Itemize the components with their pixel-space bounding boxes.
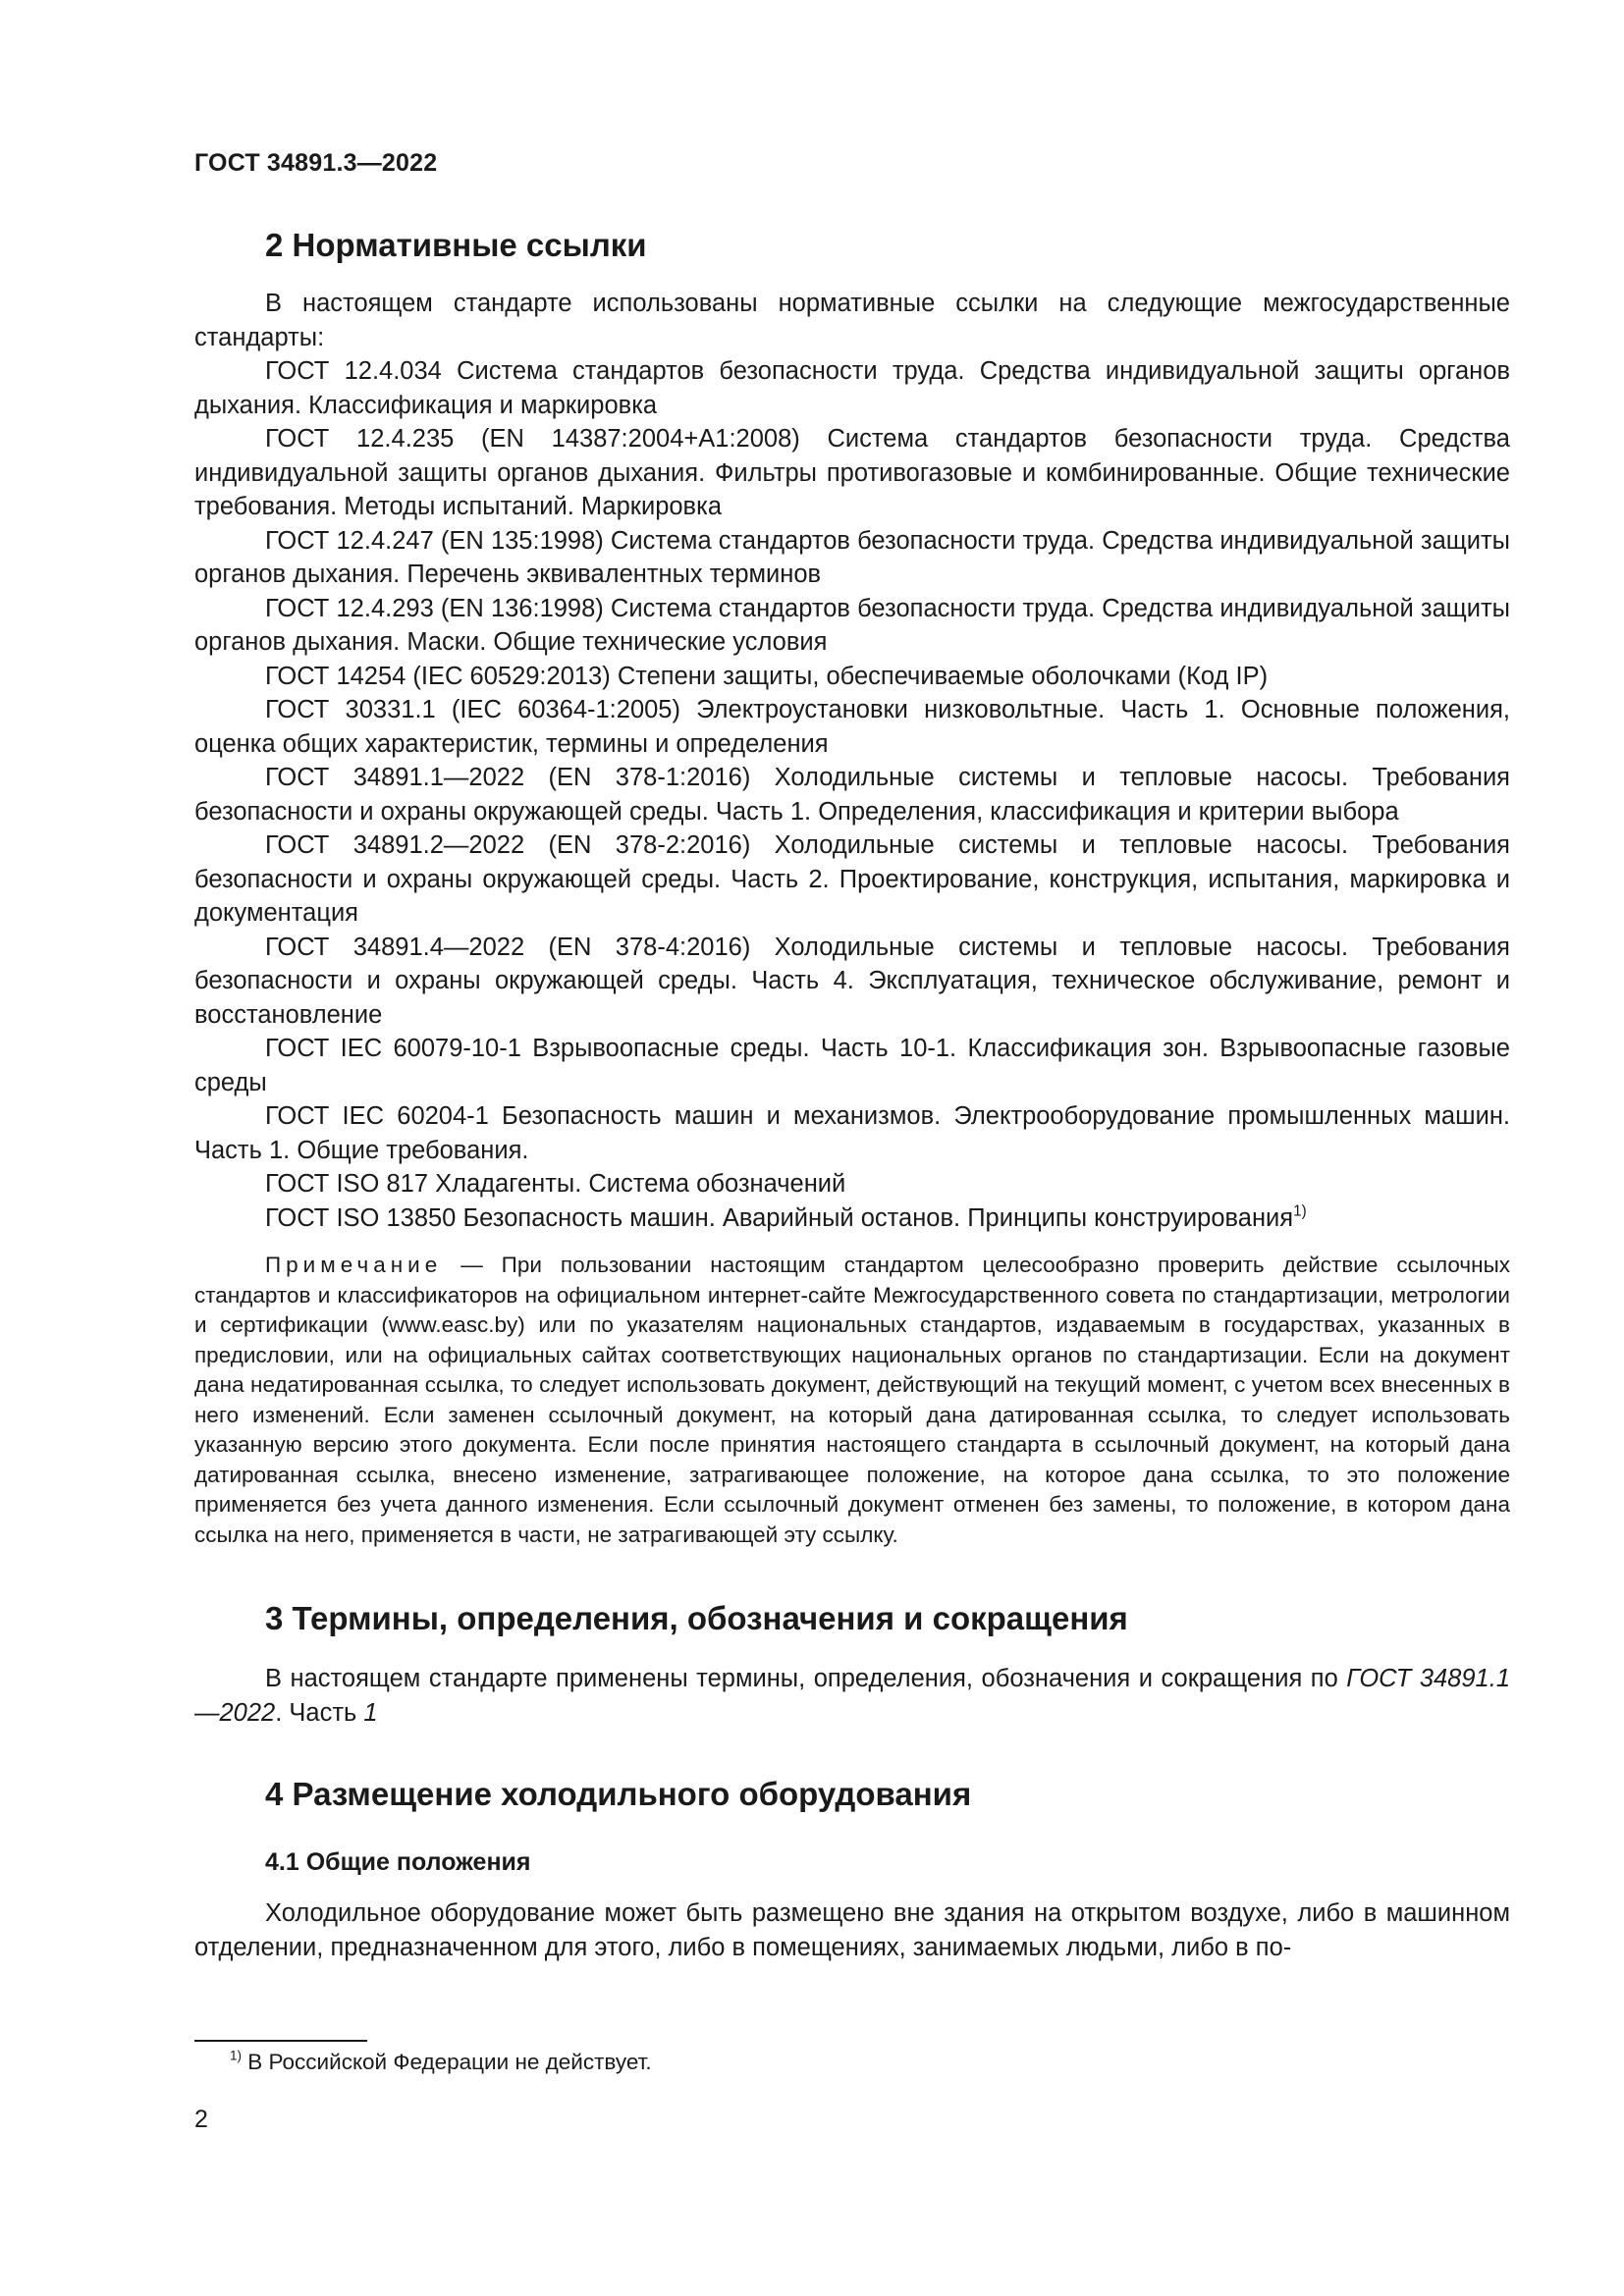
reference-item: ГОСТ IEC 60079-10-1 Взрывоопасные среды. Часть 10-1. Классификация зон. Взрывоопасные газовые среды — [194, 1035, 1510, 1096]
footnote-reference: 1) — [1293, 1201, 1307, 1219]
page-number: 2 — [194, 2106, 208, 2133]
reference-list — [194, 354, 1510, 1235]
part-number: 1 — [363, 1698, 378, 1727]
note-paragraph — [194, 1251, 1510, 1550]
section-2-intro: В настоящем стандарте использованы нормативные ссылки на следующие межгосударственные стандарты: — [194, 290, 1510, 351]
note-text: — При пользовании настоящим стандартом целесообразно проверить действие ссылочных стандартов и классификаторов на официальном интернет-сайте Межгосударственного совета по стандартизации, метрологии и сертификации (www.easc.by) или по указателям национальных стандартов, издаваемым в государствах, указанных в предисловии, или на официальных сайтах соответствующих национальных органов по стандартизации. Если на документ дана недатированная ссылка, то следует использовать документ, действующий на текущий момент, с учетом всех внесенных в него изменений. Если заменен ссылочный документ, на который дана датированная ссылка, то следует использовать указанную версию этого документа. Если после принятия настоящего стандарта в ссылочный документ, на который дана датированная ссылка, внесено изменение, затрагивающее положение, на которое дана ссылка, то это положение применяется без учета данного изменения. Если ссылочный документ отменен без замены, то положение, в котором дана ссылка на него, применяется в части, не затрагивающей эту ссылку. — [194, 1253, 1510, 1547]
footnote-text: В Российской Федерации не действует. — [242, 2050, 652, 2074]
reference-item: ГОСТ 30331.1 (IEC 60364-1:2005) Электроустановки низковольтные. Часть 1. Основные положения, оценка общих характеристик, термины и определения — [194, 696, 1510, 758]
reference-item: ГОСТ ISO 817 Хладагенты. Система обозначений — [265, 1170, 846, 1198]
reference-item-last — [194, 1201, 1510, 1236]
reference-item: ГОСТ 12.4.235 (EN 14387:2004+A1:2008) Система стандартов безопасности труда. Средства индивидуальной защиты органов дыхания. Фильтры противогазовые и комбинированные. Общие технические требования. Методы испытаний. Маркировка — [194, 425, 1510, 520]
standard-reference: ГОСТ 34891.1—2022 — [194, 1665, 1510, 1727]
footnote — [230, 2048, 652, 2077]
note-label: Примечание — [265, 1253, 443, 1277]
section-3-title: 3 Термины, определения, обозначения и сокращения — [265, 1600, 1128, 1636]
subsection-4-1-text: Холодильное оборудование может быть размещено вне здания на открытом воздухе, либо в машинном отделении, предназначенном для этого, либо в помещениях, занимаемых людьми, либо в по- — [194, 1899, 1510, 1961]
reference-item: ГОСТ 12.4.293 (EN 136:1998) Система стандартов безопасности труда. Средства индивидуальной защиты органов дыхания. Маски. Общие технические условия — [194, 594, 1510, 656]
footnote-mark: 1) — [230, 2048, 243, 2063]
running-header: ГОСТ 34891.3—2022 — [194, 149, 438, 177]
reference-text: ГОСТ ISO 13850 Безопасность машин. Аварийный останов. Принципы конструирования — [265, 1203, 1294, 1232]
page-content — [194, 224, 1510, 1964]
footnote-divider — [194, 2040, 367, 2042]
section-3-text-start: В настоящем стандарте применены термины, определения, обозначения и сокращения по — [265, 1665, 1347, 1692]
section-4-title: 4 Размещение холодильного оборудования — [265, 1776, 972, 1812]
reference-item: ГОСТ 34891.4—2022 (EN 378-4:2016) Холодильные системы и тепловые насосы. Требования безопасности и охраны окружающей среды. Часть 4. Эксплуатация, техническое обслуживание, ремонт и восстановление — [194, 933, 1510, 1029]
reference-item: ГОСТ IEC 60204-1 Безопасность машин и механизмов. Электрооборудование промышленных машин. Часть 1. Общие требования. — [194, 1102, 1510, 1164]
reference-item: ГОСТ 34891.2—2022 (EN 378-2:2016) Холодильные системы и тепловые насосы. Требования безопасности и охраны окружающей среды. Часть 2. Проектирование, конструкция, испытания, маркировка и документация — [194, 831, 1510, 927]
subsection-4-1-title: 4.1 Общие положения — [265, 1848, 531, 1876]
reference-item: ГОСТ 12.4.247 (EN 135:1998) Система стандартов безопасности труда. Средства индивидуальной защиты органов дыхания. Перечень эквивалентных терминов — [194, 526, 1510, 588]
section-3-text — [194, 1662, 1510, 1730]
reference-item: ГОСТ 12.4.034 Система стандартов безопасности труда. Средства индивидуальной защиты органов дыхания. Классификация и маркировка — [194, 357, 1510, 419]
reference-item: ГОСТ 34891.1—2022 (EN 378-1:2016) Холодильные системы и тепловые насосы. Требования безопасности и охраны окружающей среды. Часть 1. Определения, классификация и критерии выбора — [194, 764, 1510, 826]
section-3-text-mid: . Часть — [275, 1698, 364, 1727]
reference-item: ГОСТ 14254 (IEC 60529:2013) Степени защиты, обеспечиваемые оболочками (Код IP) — [265, 662, 1269, 690]
section-2-title: 2 Нормативные ссылки — [265, 227, 647, 263]
